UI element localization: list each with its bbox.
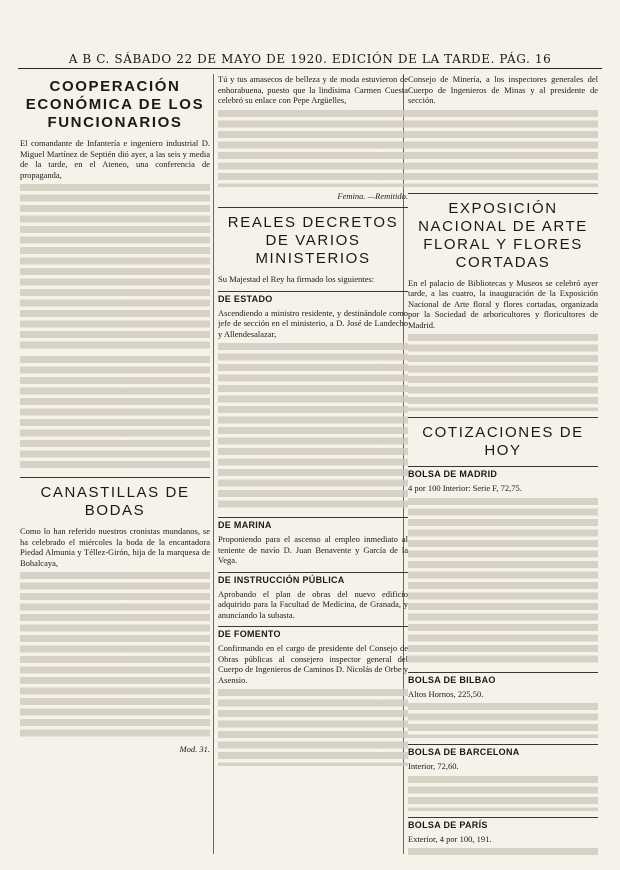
body-text-placeholder	[218, 689, 408, 766]
section-marina: DE MARINA	[218, 517, 408, 530]
section-fomento-lead: Confirmando en el cargo de presidente del Consejo de Obras públicas al consejero inspector general del Cuerpo de Ingenieros de Caminos D. Nicolás de Orbe y Asensio.	[218, 643, 408, 685]
exposicion-lead: En el palacio de Bibliotecas y Museos se celebró ayer tarde, a las cuatro, la inauguración de la Exposición Nacional de Arte floral y flores cortadas, organizada por la Sociedad de arboricultores y floricultores de Madrid.	[408, 277, 598, 330]
body-text-placeholder	[20, 184, 210, 352]
quote-lines-placeholder	[408, 848, 598, 856]
market-paris: BOLSA DE PARÍS	[408, 817, 598, 830]
fragment-signature: Femina. —Remitido.	[337, 190, 408, 201]
section-instruccion: DE INSTRUCCIÓN PÚBLICA	[218, 572, 408, 585]
market-madrid-first-line: 4 por 100 Interior: Serie F, 72,75.	[408, 483, 522, 493]
body-text-placeholder	[408, 334, 598, 411]
section-estado-lead: Ascendiendo a ministro residente, y destinándole como jefe de sección en el ministerio, a D. José de Landecho y Allendesalazar,	[218, 307, 408, 339]
body-text-placeholder	[408, 110, 598, 187]
quote-lines-placeholder	[408, 498, 598, 666]
column-3	[408, 74, 598, 856]
section-instruccion-lead: Aprobando el plan de obras del nuevo edificio adquirido para la Facultad de Medicina, de Granada, y anunciando la subasta.	[218, 588, 408, 620]
column-rule	[213, 74, 214, 854]
body-text-placeholder	[218, 110, 408, 187]
section-estado: DE ESTADO	[218, 291, 408, 304]
quote-lines-placeholder	[408, 776, 598, 811]
divider	[408, 193, 598, 194]
body-text-placeholder	[20, 356, 210, 471]
article-canastillas-lead: Como lo han referido nuestros cronistas mundanos, se ha celebrado el miércoles la boda de la encantadora Piedad Almunia y Téllez-Girón, hija de la marquesa de Bohalcaya,	[20, 526, 210, 568]
section-marina-lead: Proponiendo para el ascenso al empleo inmediato al teniente de navío D. Juan Benavente y García de la Vega.	[218, 534, 408, 565]
article-cooperacion-lead: El comandante de Infantería e ingeniero industrial D. Miguel Martínez de Septién dió ayer, a las seis y media de la tarde, en el Ateneo, una conferencia de propaganda,	[20, 138, 210, 180]
fragment-lead: Tú y tus amasecos de belleza y de moda estuvieron de enhorabuena, puesto que la lindísima Carmen Cuesta celebró su enlace con Pepe Argüelles,	[218, 74, 408, 105]
market-bilbao-first-line: Altos Hornos, 225,50.	[408, 688, 484, 699]
divider	[218, 207, 408, 208]
market-bilbao: BOLSA DE BILBAO	[408, 672, 598, 685]
body-text-placeholder	[218, 343, 408, 511]
headline-cooperacion: COOPERACIÓN ECONÓMICA DE LOS FUNCIONARIOS	[25, 78, 205, 131]
section-fomento: DE FOMENTO	[218, 626, 408, 639]
market-paris-first-line: Exterior, 4 por 100, 191.	[408, 833, 492, 844]
article-signature: Mod. 31.	[179, 744, 210, 754]
decretos-intro: Su Majestad el Rey ha firmado los siguientes:	[218, 274, 375, 284]
divider	[408, 417, 598, 418]
body-text-placeholder	[20, 572, 210, 740]
page-header: A B C. SÁBADO 22 DE MAYO DE 1920. EDICIÓN DE LA TARDE. PÁG. 16	[18, 52, 602, 69]
column-2	[218, 74, 408, 856]
headline-canastillas: CANASTILLAS DE BODAS	[40, 484, 190, 519]
divider	[20, 477, 210, 478]
headline-cotizaciones: COTIZACIONES DE HOY	[422, 424, 584, 459]
market-madrid: BOLSA DE MADRID	[408, 466, 598, 479]
headline-reales-decretos: REALES DECRETOS DE VARIOS MINISTERIOS	[227, 214, 399, 267]
column3-lead: Consejo de Minería, a los inspectores generales del Cuerpo de Ingenieros de Minas y al presidente de sección.	[408, 74, 598, 105]
column-1	[20, 74, 210, 856]
headline-exposicion: EXPOSICIÓN NACIONAL DE ARTE FLORAL Y FLORES CORTADAS	[418, 199, 588, 271]
quote-lines-placeholder	[408, 703, 598, 738]
market-barcelona: BOLSA DE BARCELONA	[408, 744, 598, 757]
market-barcelona-first-line: Interior, 72,60.	[408, 761, 459, 771]
